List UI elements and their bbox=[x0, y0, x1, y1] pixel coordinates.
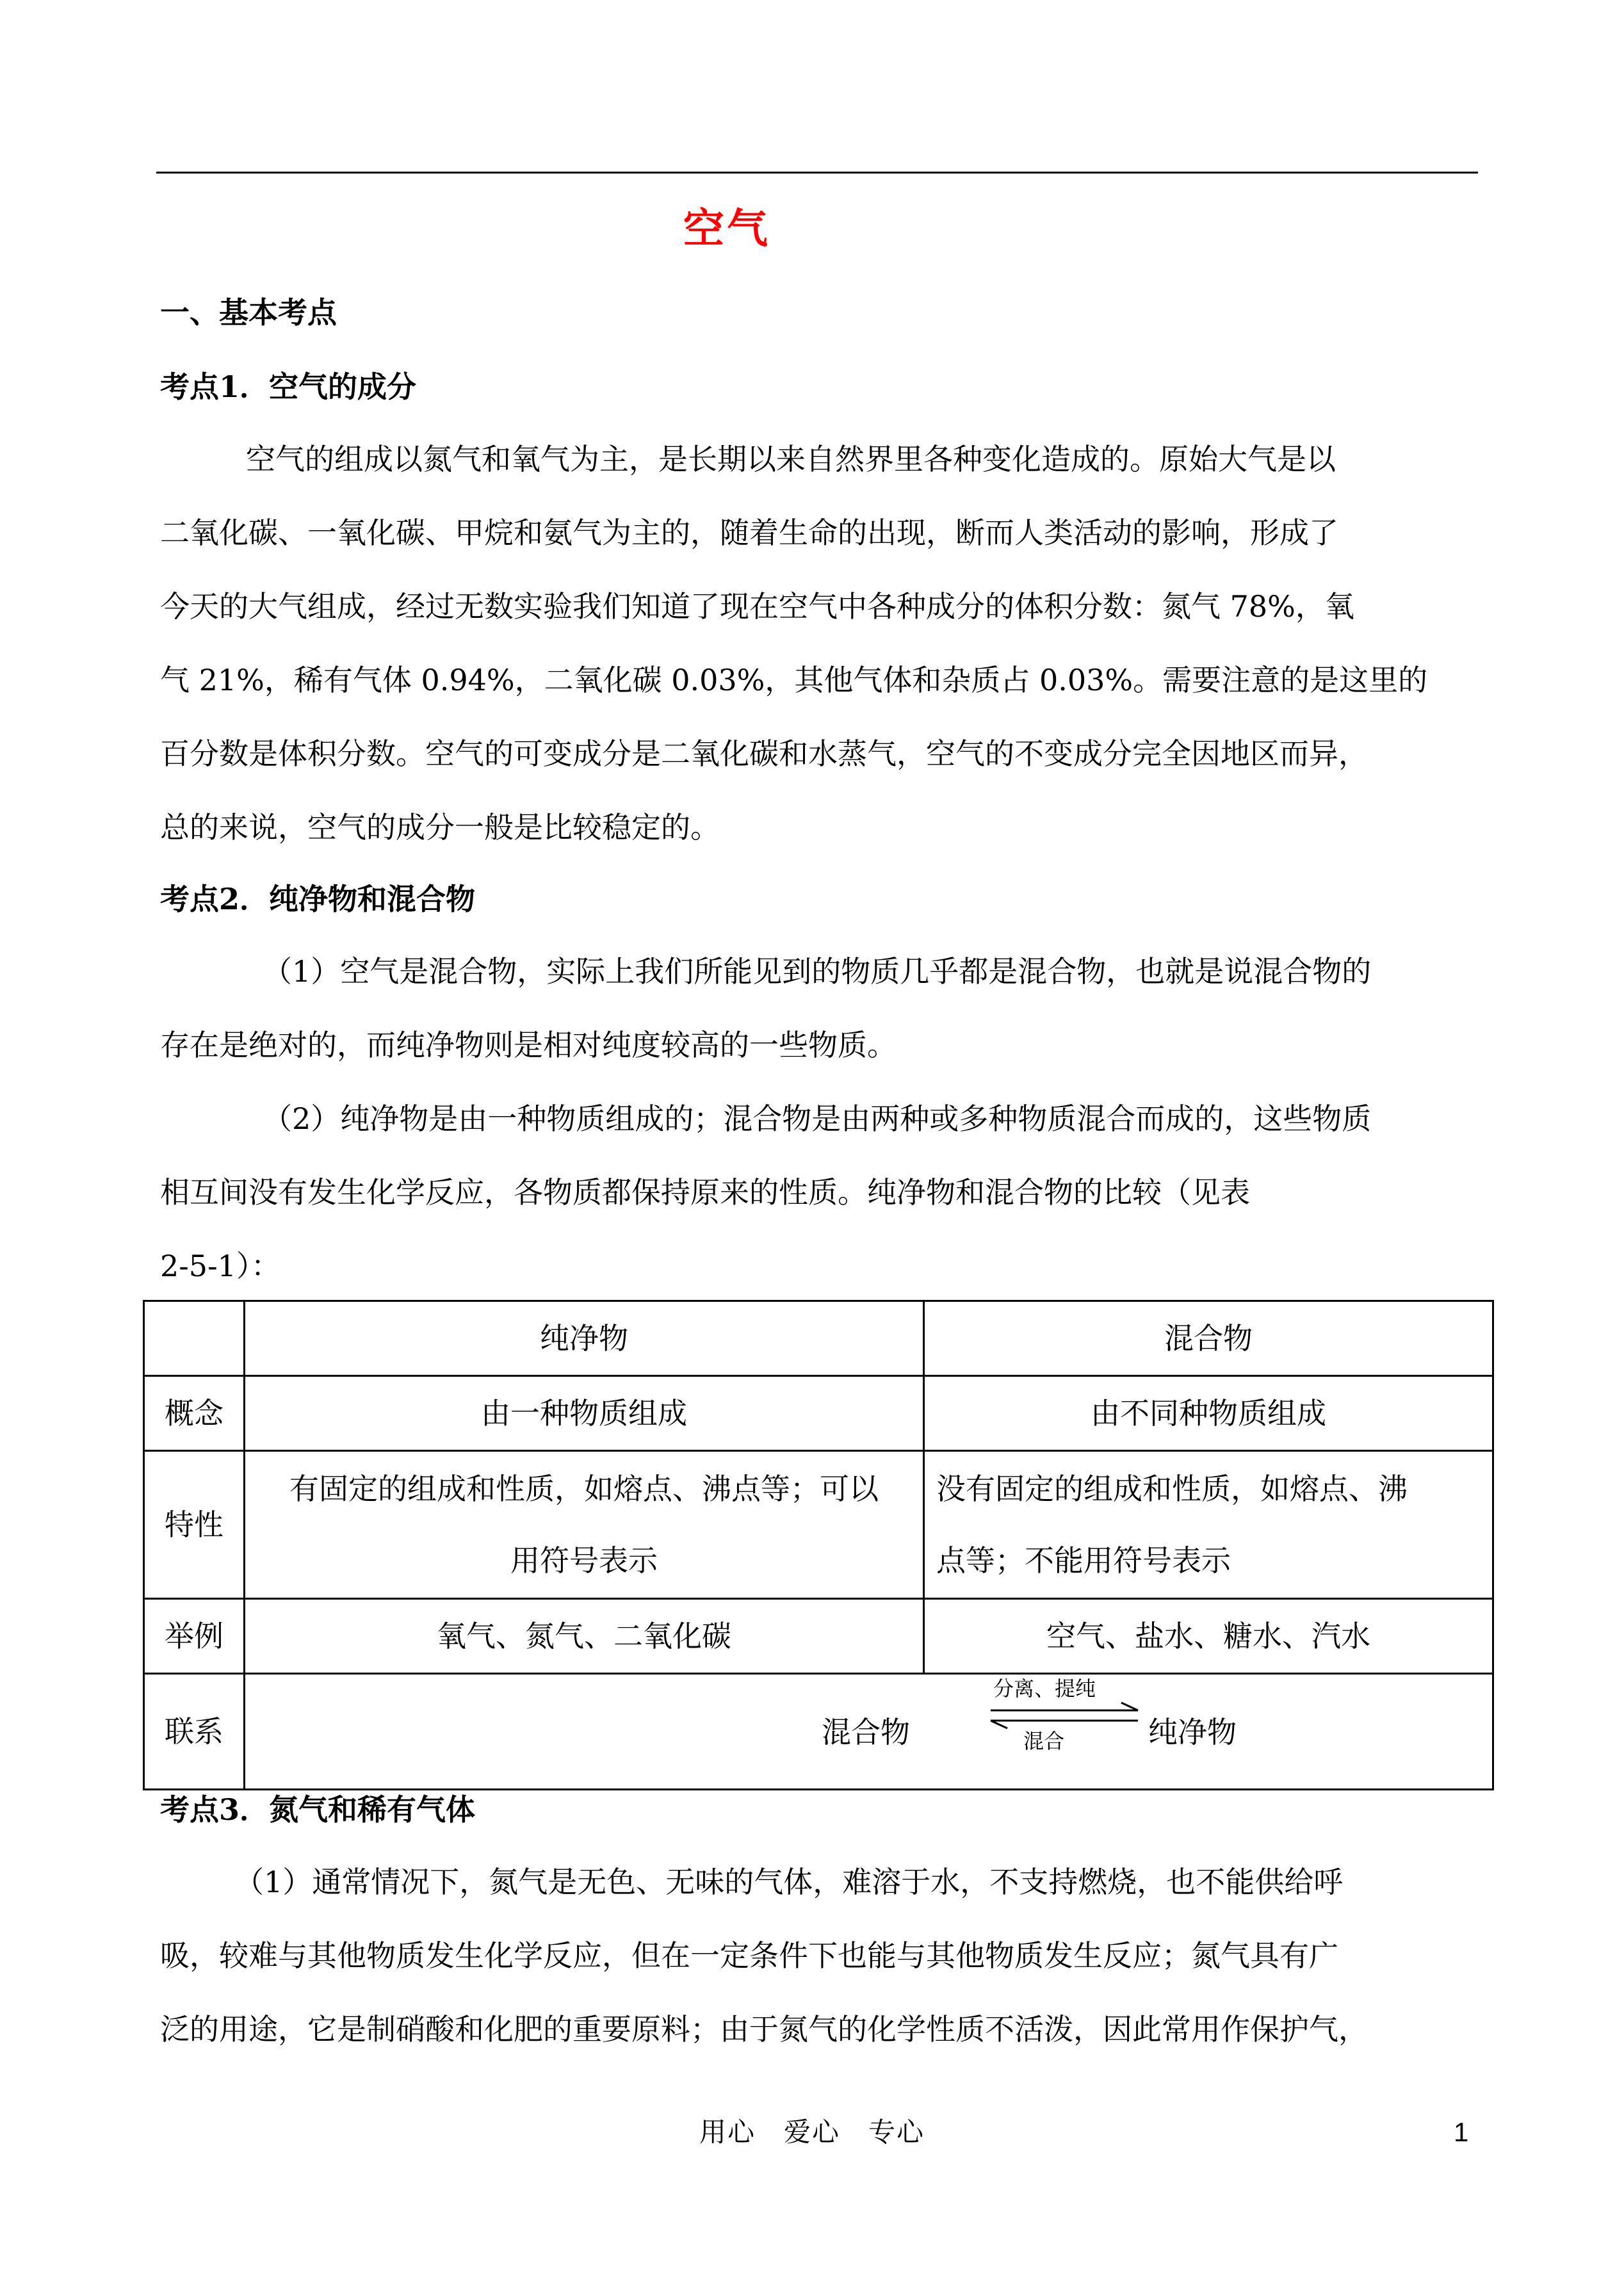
table-corner-cell bbox=[144, 1301, 245, 1376]
relation-right-label: 纯净物 bbox=[1148, 1715, 1237, 1749]
kp2-p2-line: 2-5-1）： bbox=[160, 1249, 280, 1283]
kp1-line: 二氧化碳、一氧化碳、甲烷和氨气为主的，随着生命的出现，断而人类活动的影响，形成了 bbox=[160, 515, 1338, 550]
table-row bbox=[144, 1451, 1493, 1599]
kp2-p1-line: （1）空气是混合物，实际上我们所能见到的物质几乎都是混合物，也就是说混合物的 bbox=[263, 954, 1372, 989]
header-rule bbox=[156, 172, 1478, 174]
kp3-line: 泛的用途，它是制硝酸和化肥的重要原料；由于氮气的化学性质不活泼，因此常用作保护气， bbox=[160, 2012, 1368, 2047]
table-header-row bbox=[144, 1301, 1493, 1376]
table-row bbox=[144, 1599, 1493, 1674]
mixture-cell-line: 没有固定的组成和性质，如熔点、沸 bbox=[936, 1472, 1408, 1506]
kp1-line: 空气的组成以氮气和氧气为主，是长期以来自然界里各种变化造成的。原始大气是以 bbox=[246, 442, 1336, 476]
kp2-p2-line: （2）纯净物是由一种物质组成的；混合物是由两种或多种物质混合而成的，这些物质 bbox=[263, 1101, 1372, 1136]
kp3-line: （1）通常情况下，氮气是无色、无味的气体，难溶于水，不支持燃烧，也不能供给呼 bbox=[234, 1865, 1344, 1899]
page-number: 1 bbox=[1454, 2117, 1469, 2147]
kp2-p1-line: 存在是绝对的，而纯净物则是相对纯度较高的一些物质。 bbox=[160, 1028, 897, 1062]
row-label: 概念 bbox=[144, 1376, 245, 1451]
pure-cell-line: 有固定的组成和性质，如熔点、沸点等；可以 bbox=[289, 1472, 879, 1506]
kp3-heading: 考点3．氮气和稀有气体 bbox=[160, 1792, 476, 1827]
relation-cell bbox=[245, 1674, 1493, 1790]
mixture-cell: 由不同种物质组成 bbox=[924, 1376, 1493, 1451]
relation-arrow-top-label: 分离、提纯 bbox=[993, 1676, 1096, 1701]
kp1-line: 气 21%，稀有气体 0.94%，二氧化碳 0.03%，其他气体和杂质占 0.03%。需要注意的是这里的 bbox=[160, 663, 1428, 697]
row-label: 特性 bbox=[144, 1451, 245, 1599]
pure-cell-line: 用符号表示 bbox=[510, 1543, 658, 1578]
row-label: 联系 bbox=[144, 1674, 245, 1790]
kp3-line: 吸，较难与其他物质发生化学反应，但在一定条件下也能与其他物质发生反应；氮气具有广 bbox=[160, 1938, 1338, 1973]
document-title: 空气 bbox=[683, 205, 770, 253]
kp1-heading: 考点1．空气的成分 bbox=[160, 369, 417, 404]
section-heading: 一、基本考点 bbox=[160, 295, 337, 330]
relation-left-label: 混合物 bbox=[822, 1715, 910, 1749]
pure-cell: 由一种物质组成 bbox=[245, 1376, 924, 1451]
comparison-table bbox=[143, 1300, 1494, 1790]
pure-cell bbox=[245, 1451, 924, 1599]
footer-text: 用心 爱心 专心 bbox=[699, 2116, 925, 2148]
kp2-paragraph-2 bbox=[160, 1082, 1470, 1303]
mixture-cell bbox=[924, 1451, 1493, 1599]
kp2-heading: 考点2．纯净物和混合物 bbox=[160, 882, 476, 916]
kp1-line: 今天的大气组成，经过无数实验我们知道了现在空气中各种成分的体积分数：氮气 78%，氧 bbox=[160, 589, 1354, 624]
table-row-relation bbox=[144, 1674, 1493, 1790]
kp1-paragraph bbox=[160, 423, 1470, 864]
row-label: 举例 bbox=[144, 1599, 245, 1674]
kp1-line: 百分数是体积分数。空气的可变成分是二氧化碳和水蒸气，空气的不变成分完全因地区而异， bbox=[160, 736, 1368, 771]
table-row bbox=[144, 1376, 1493, 1451]
pure-cell: 氧气、氮气、二氧化碳 bbox=[245, 1599, 924, 1674]
mixture-cell: 空气、盐水、糖水、汽水 bbox=[924, 1599, 1493, 1674]
kp2-paragraph-1 bbox=[160, 935, 1470, 1082]
kp2-p2-line: 相互间没有发生化学反应，各物质都保持原来的性质。纯净物和混合物的比较（见表 bbox=[160, 1175, 1250, 1210]
relation-diagram bbox=[245, 1675, 1492, 1763]
table-header-mixture: 混合物 bbox=[924, 1301, 1493, 1376]
kp1-line: 总的来说，空气的成分一般是比较稳定的。 bbox=[160, 810, 720, 845]
table-header-pure: 纯净物 bbox=[245, 1301, 924, 1376]
kp3-paragraph bbox=[160, 1845, 1470, 2066]
mixture-cell-line: 点等；不能用符号表示 bbox=[936, 1543, 1231, 1578]
relation-arrow-bottom-label: 混合 bbox=[1023, 1729, 1065, 1753]
